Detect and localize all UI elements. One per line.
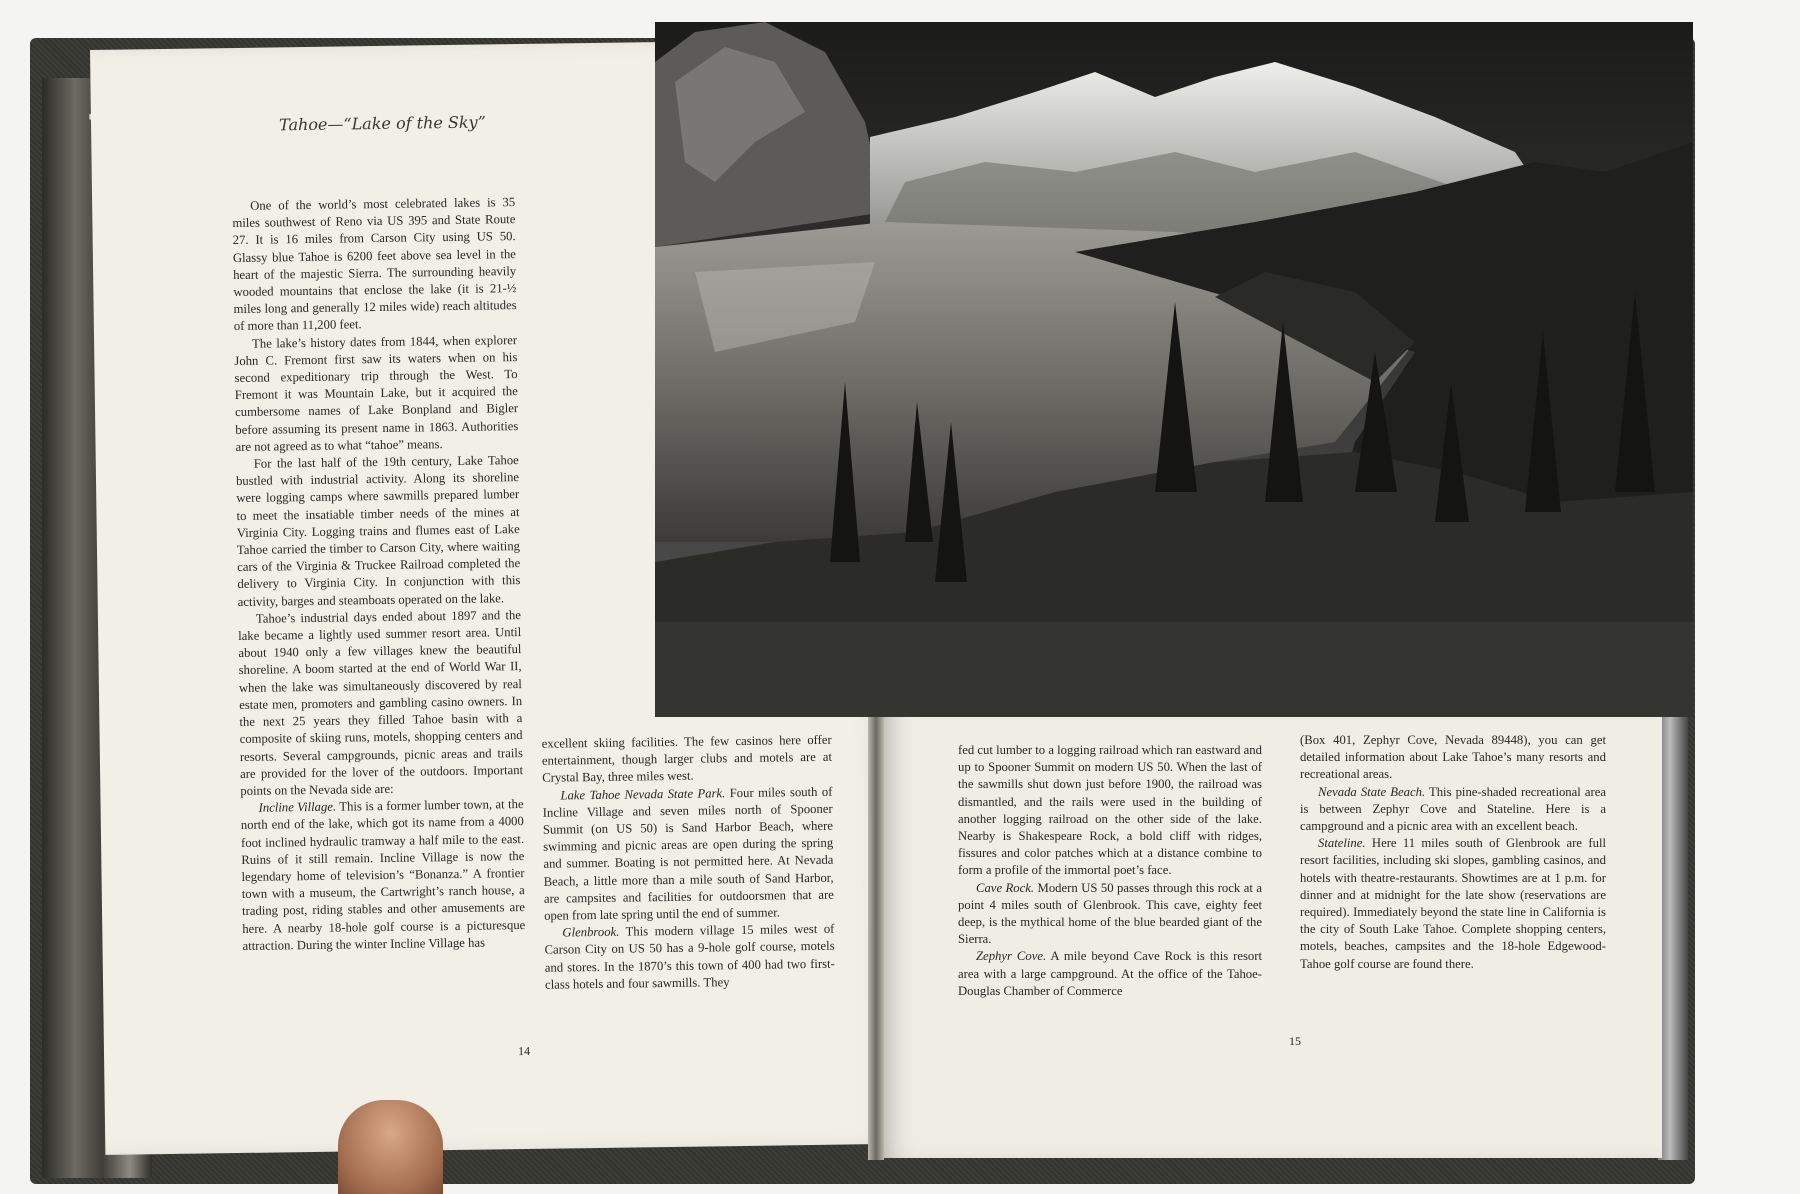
section-text: This pine-shaded recreational area is between Zephyr Cove and Stateline. Here is a campground and a picnic area with an excellent beach. — [1300, 784, 1606, 834]
paragraph: One of the world’s most celebrated lakes is 35 miles southwest of Reno via US 395 and State Route 27. It is 16 miles from Carson City using US 50. Glassy blue Tahoe is 6200 feet above sea level in the heart of the majestic Sierra. The surrounding heavily wooded mountains that enclose the lake (it is 21-½ miles long and generally 12 miles wide) reach altitudes of more than 11,200 feet. — [232, 195, 517, 334]
section-text: Four miles south of Incline Village and seven miles north of Spooner Summit (on US 50) is Sand Harbor Beach, where swimming and picnic areas are open during the spring and summer. Boating is not permitted here. At Nevada Beach, a little more than a mile south of Sand Harbor, are campsites and facilities for outdoorsmen that are open from late spring until the end of summer. — [542, 784, 834, 923]
paragraph — [958, 948, 1262, 1000]
section-text: This modern village 15 miles west of Carson City on US 50 has a 9-hole golf course, motels and stores. In the 1870’s this town of 400 had two first-class hotels and four sawmills. They — [544, 921, 835, 992]
paragraph: fed cut lumber to a logging railroad which ran eastward and up to Spooner Summit on modern US 50. When the last of the sawmills shut down just before 1900, the railroad was dismantled, and the rails were used in the building of another logging railroad on the other side of the lake. Nearby is Shakespeare Rock, a bold cliff with ridges, fissures and color patches which at a distance combine to form a profile of the immortal poet’s face. — [958, 743, 1262, 878]
left-column-1 — [232, 194, 526, 955]
page-number-right: 15 — [1289, 1034, 1301, 1048]
section-lead: Zephyr Cove. — [976, 949, 1047, 964]
paragraph — [544, 921, 835, 994]
paragraph — [240, 796, 525, 955]
paragraph: For the last half of the 19th century, Lake Tahoe bustled with industrial activity. Along its shoreline were logging camps where sawmills prepared lumber to meet the insatiable timber needs of the mines at Virginia City. Logging trains and flumes east of Lake Tahoe carried the timber to Carson City, where waiting cars of the Virginia & Truckee Railroad completed the delivery to Virginia City. In conjunction with this activity, barges and steamboats operated on the lake. — [235, 453, 521, 609]
hand-thumb — [338, 1100, 443, 1194]
section-text: Here 11 miles south of Glenbrook are full resort facilities, including ski slopes, gambling casinos, and hotels with theatre-restaurants. Showtimes are at 1 p.m. for dinner and at midnight for the late show (reservations are required). Immediately beyond the state line in California is the city of South Lake Tahoe. Complete shopping centers, motels, beaches, campsites and the 18-hole Edgewood-Tahoe golf course are found there. — [1300, 836, 1606, 971]
section-lead: Cave Rock. — [976, 880, 1035, 895]
right-column-2 — [1300, 732, 1606, 973]
page-title: Tahoe—“Lake of the Sky” — [278, 112, 486, 135]
paragraph — [542, 783, 834, 925]
paragraph — [958, 880, 1262, 949]
paragraph: (Box 401, Zephyr Cove, Nevada 89448), you can get detailed information about Lake Tahoe’s many resorts and recreational areas. — [1300, 733, 1606, 782]
section-lead: Glenbrook. — [562, 924, 620, 940]
section-lead: Stateline. — [1318, 836, 1366, 851]
paragraph — [1300, 784, 1606, 836]
section-lead: Lake Tahoe Nevada State Park. — [560, 785, 726, 803]
paragraph — [1300, 835, 1606, 973]
section-text: Modern US 50 passes through this rock at a point 4 miles south of Glenbrook. This cave, eighty feet deep, is the mythical home of the blue bearded giant of the Sierra. — [958, 880, 1262, 947]
paragraph: excellent skiing facilities. The few casinos here offer entertainment, though larger clubs and motels are at Crystal Bay, three miles west. — [541, 732, 833, 786]
section-lead: Nevada State Beach. — [1318, 784, 1426, 799]
lake-tahoe-photograph — [655, 22, 1693, 717]
section-lead: Incline Village. — [258, 799, 337, 815]
section-text: This is a former lumber town, at the north end of the lake, which got its name from a 4000 foot inclined hydraulic tramway a half mile to the east. Ruins of it still remain. Incline Village is now the legendary home of television’s “Bonanza.” A frontier town with a museum, the Cartwright’s ranch house, a trading post, riding stables and other amusements are here. A nearby 18-hole golf course is a picturesque attraction. During the winter Incline Village has — [240, 797, 526, 953]
page-number-left: 14 — [517, 1043, 531, 1059]
left-column-2 — [542, 732, 836, 994]
right-column-1 — [958, 742, 1262, 1000]
paragraph: The lake’s history dates from 1844, when explorer John C. Fremont first saw its waters when on his second expeditionary trip through the West. To Fremont it was Mountain Lake, but it acquired the cumbersome names of Lake Bonpland and Bigler before assuming its present name in 1863. Authorities are not agreed as to what “tahoe” means. — [234, 332, 519, 454]
section-text: A mile beyond Cave Rock is this resort area with a large campground. At the office of the Tahoe-Douglas Chamber of Commerce — [958, 949, 1263, 998]
paragraph: Tahoe’s industrial days ended about 1897 and the lake became a lightly used summer resort area. Until about 1940 only a few villages knew the beautiful shoreline. A boom started at the end of World War II, when the lake was simultaneously discovered by real estate men, promoters and gambling casino owners. In the next 25 years they filled Tahoe basin with a composite of skiing runs, motels, shopping centers and resorts. Several campgrounds, picnic areas and trails are provided for the lover of the outdoors. Important points on the Nevada side are: — [238, 607, 524, 798]
